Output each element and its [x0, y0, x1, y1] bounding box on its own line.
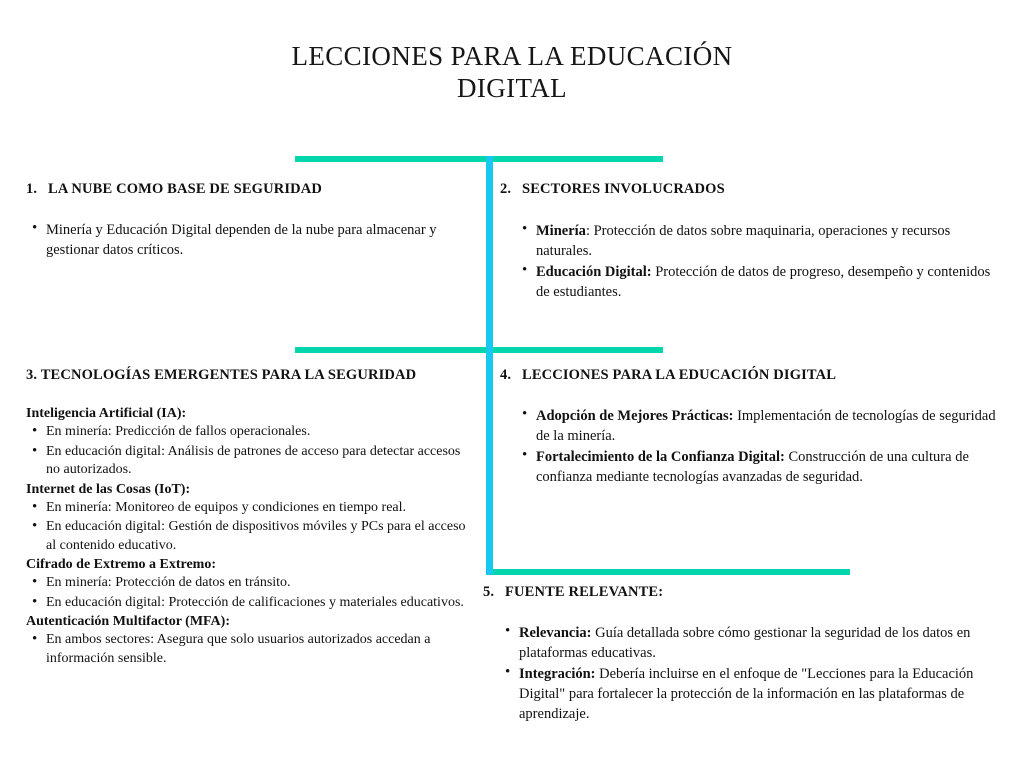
bullet-text: En minería: Protección de datos en tránsito.: [46, 575, 291, 590]
tech-group-encryption-bullets: [26, 574, 476, 612]
section-2-heading-text: SECTORES INVOLUCRADOS: [522, 181, 725, 197]
section-2-number: 2.: [500, 181, 512, 197]
list-item: [499, 623, 993, 663]
bullet-lead: Minería: [536, 223, 586, 239]
section-5-number: 5.: [483, 584, 495, 600]
bullet-text: En minería: Predicción de fallos operacionales.: [46, 424, 311, 439]
bullet-lead: Fortalecimiento de la Confianza Digital:: [536, 449, 785, 465]
page-title-line-1: LECCIONES PARA LA EDUCACIÓN: [291, 41, 733, 71]
bullet-text: En educación digital: Protección de calificaciones y materiales educativos.: [46, 594, 464, 610]
tech-group-encryption-subheading: Cifrado de Extremo a Extremo:: [26, 557, 216, 572]
page-title-line-2: DIGITAL: [456, 73, 568, 103]
list-item: [26, 594, 476, 613]
bullet-text: En ambos sectores: Asegura que solo usuarios autorizados accedan a información sensible.: [46, 632, 431, 666]
section-5-heading: [483, 583, 993, 601]
list-item: [516, 221, 1000, 261]
section-2-bullet-list: [500, 221, 1000, 302]
section-relevant-source: [483, 583, 993, 725]
page-title: [0, 40, 1024, 104]
bullet-text: Debería incluirse en el enfoque de "Lecciones para la Educación Digital" para fortalecer la protección de la información en las plataformas de aprendizaje.: [519, 666, 974, 722]
section-1-bullet-list: [26, 220, 466, 260]
section-5-heading-text: FUENTE RELEVANTE:: [505, 584, 664, 600]
section-lessons-digital-education: [500, 366, 1000, 488]
list-item: [26, 423, 476, 442]
section-5-bullet-list: [483, 623, 993, 724]
tech-group-encryption: [26, 556, 476, 612]
bullet-lead: Integración:: [519, 666, 596, 682]
section-1-heading: [26, 180, 466, 198]
bullet-text: : Protección de datos sobre maquinaria, operaciones y recursos naturales.: [536, 223, 951, 259]
divider-horizontal-bottom: [486, 569, 850, 575]
section-sectors-involved: [500, 180, 1000, 303]
section-4-heading-text: LECCIONES PARA LA EDUCACIÓN DIGITAL: [522, 367, 837, 383]
bullet-text: En minería: Monitoreo de equipos y condiciones en tiempo real.: [46, 499, 407, 515]
list-item: [26, 631, 476, 668]
bullet-text: Minería y Educación Digital dependen de la nube para almacenar y gestionar datos críticos.: [46, 222, 437, 258]
bullet-text: Construcción de una cultura de confianza mediante tecnologías avanzadas de seguridad.: [536, 449, 969, 485]
tech-group-mfa-subheading: Autenticación Multifactor (MFA):: [26, 614, 230, 629]
section-3-heading: [26, 366, 476, 384]
tech-group-iot-subheading: Internet de las Cosas (IoT):: [26, 481, 191, 497]
bullet-lead: Adopción de Mejores Prácticas:: [536, 408, 734, 424]
section-1-number: 1.: [26, 181, 38, 197]
section-2-heading: [500, 180, 1000, 198]
section-1-heading-text: LA NUBE COMO BASE DE SEGURIDAD: [48, 181, 323, 197]
list-item: [26, 518, 476, 555]
section-3-heading-text: 3. TECNOLOGÍAS EMERGENTES PARA LA SEGURIDAD: [26, 367, 417, 383]
section-4-bullet-list: [500, 406, 1000, 487]
bullet-text: Implementación de tecnologías de seguridad de la minería.: [536, 408, 996, 444]
tech-group-iot: [26, 481, 476, 556]
section-4-heading: [500, 366, 1000, 384]
list-item: [26, 574, 476, 593]
bullet-lead: Relevancia:: [519, 625, 592, 641]
list-item: [26, 499, 476, 518]
bullet-text: Guía detallada sobre cómo gestionar la seguridad de los datos en plataformas educativas.: [519, 625, 971, 661]
tech-group-mfa-bullets: [26, 631, 476, 668]
list-item: [26, 220, 466, 260]
tech-group-mfa: [26, 613, 476, 668]
tech-group-ai: [26, 405, 476, 480]
list-item: [516, 262, 1000, 302]
tech-group-ai-subheading: Inteligencia Artificial (IA):: [26, 406, 187, 421]
section-4-number: 4.: [500, 367, 512, 383]
tech-group-iot-bullets: [26, 499, 476, 556]
divider-horizontal-middle: [295, 347, 663, 353]
section-emerging-technologies: [26, 366, 476, 669]
tech-group-ai-bullets: [26, 423, 476, 480]
bullet-lead: Educación Digital:: [536, 264, 652, 280]
section-cloud-base-security: [26, 180, 466, 261]
list-item: [516, 406, 1000, 446]
list-item: [26, 443, 476, 480]
list-item: [516, 447, 1000, 487]
divider-horizontal-top: [295, 156, 663, 162]
list-item: [499, 664, 993, 724]
bullet-text: En educación digital: Gestión de dispositivos móviles y PCs para el acceso al contenido educativo.: [46, 519, 466, 553]
bullet-text: Protección de datos de progreso, desempeño y contenidos de estudiantes.: [536, 264, 991, 300]
divider-vertical-center: [486, 156, 493, 575]
bullet-text: En educación digital: Análisis de patrones de acceso para detectar accesos no autorizados.: [46, 443, 461, 477]
